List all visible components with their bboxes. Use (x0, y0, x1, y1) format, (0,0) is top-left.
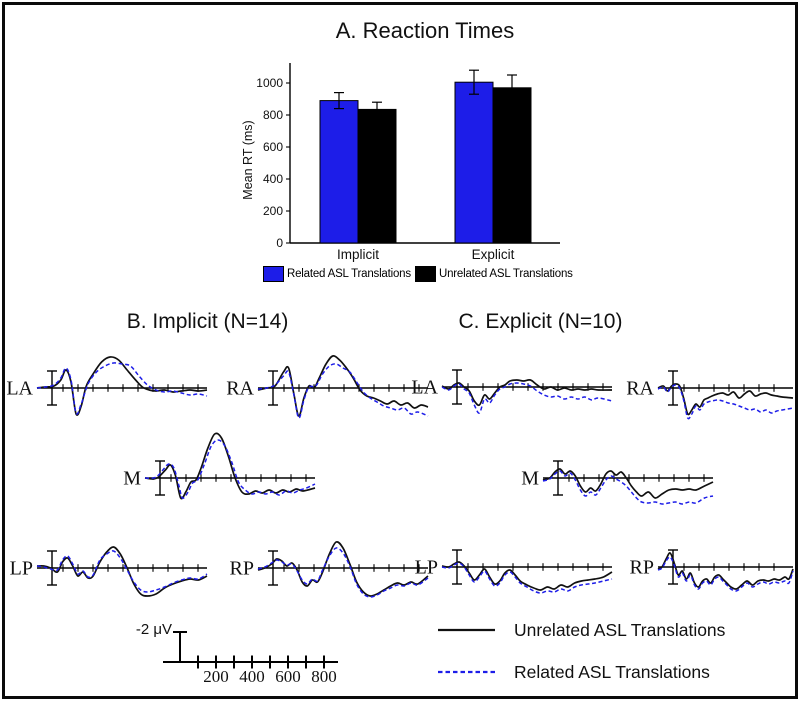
svg-text:Implicit: Implicit (336, 247, 380, 262)
svg-text:400: 400 (262, 172, 283, 186)
panel-c-title: C. Explicit (N=10) (458, 310, 623, 333)
bar-legend-item-unrelated (415, 265, 573, 283)
svg-text:M: M (123, 467, 141, 490)
erp-plot-explicit-RA (626, 340, 800, 436)
svg-text:600: 600 (275, 667, 301, 686)
unrelated-color-swatch (415, 266, 436, 282)
svg-text:200: 200 (262, 204, 283, 218)
svg-text:RP: RP (629, 556, 654, 579)
legend-label-unrelated: Unrelated ASL Translations (514, 620, 726, 640)
erp-plot-implicit-M (113, 430, 323, 526)
panel-a-title: A. Reaction Times (335, 18, 515, 43)
related-color-swatch (263, 266, 284, 282)
svg-text:RP: RP (229, 557, 254, 580)
svg-text:200: 200 (203, 667, 229, 686)
bar-legend-unrelated-label: Unrelated ASL Translations (439, 268, 573, 280)
svg-text:RA: RA (626, 377, 654, 400)
legend-line-unrelated (437, 627, 497, 633)
svg-text:1000: 1000 (256, 76, 283, 90)
erp-plot-explicit-RP (626, 519, 800, 615)
erp-plot-implicit-LA (5, 340, 215, 436)
svg-text:LA: LA (6, 377, 33, 400)
amplitude-scale-label: -2 μV (135, 621, 172, 638)
svg-text:Mean RT (ms): Mean RT (ms) (241, 120, 255, 200)
svg-text:400: 400 (239, 667, 265, 686)
svg-text:LP: LP (9, 557, 33, 580)
svg-text:0: 0 (276, 236, 283, 250)
bar-chart (240, 50, 570, 264)
svg-text:M: M (521, 467, 539, 490)
panel-b-title: B. Implicit (N=14) (126, 310, 289, 333)
erp-plot-explicit-LA (410, 339, 620, 435)
svg-text:RA: RA (226, 377, 254, 400)
bar-legend-item-related (263, 265, 411, 283)
erp-plot-explicit-LP (410, 519, 620, 615)
svg-text:600: 600 (262, 140, 283, 154)
svg-text:800: 800 (311, 667, 337, 686)
time-scale-axis (128, 612, 343, 692)
erp-plot-implicit-LP (5, 520, 215, 616)
svg-text:Explicit: Explicit (471, 247, 515, 262)
legend-label-related: Related ASL Translations (514, 662, 710, 682)
legend-line-related (437, 669, 497, 675)
erp-plot-implicit-RP (226, 520, 436, 616)
bar-legend-related-label: Related ASL Translations (287, 268, 411, 280)
svg-text:800: 800 (262, 108, 283, 122)
svg-text:LA: LA (411, 376, 438, 399)
erp-plot-implicit-RA (226, 340, 436, 436)
erp-plot-explicit-M (511, 430, 721, 526)
svg-text:LP: LP (414, 556, 438, 579)
